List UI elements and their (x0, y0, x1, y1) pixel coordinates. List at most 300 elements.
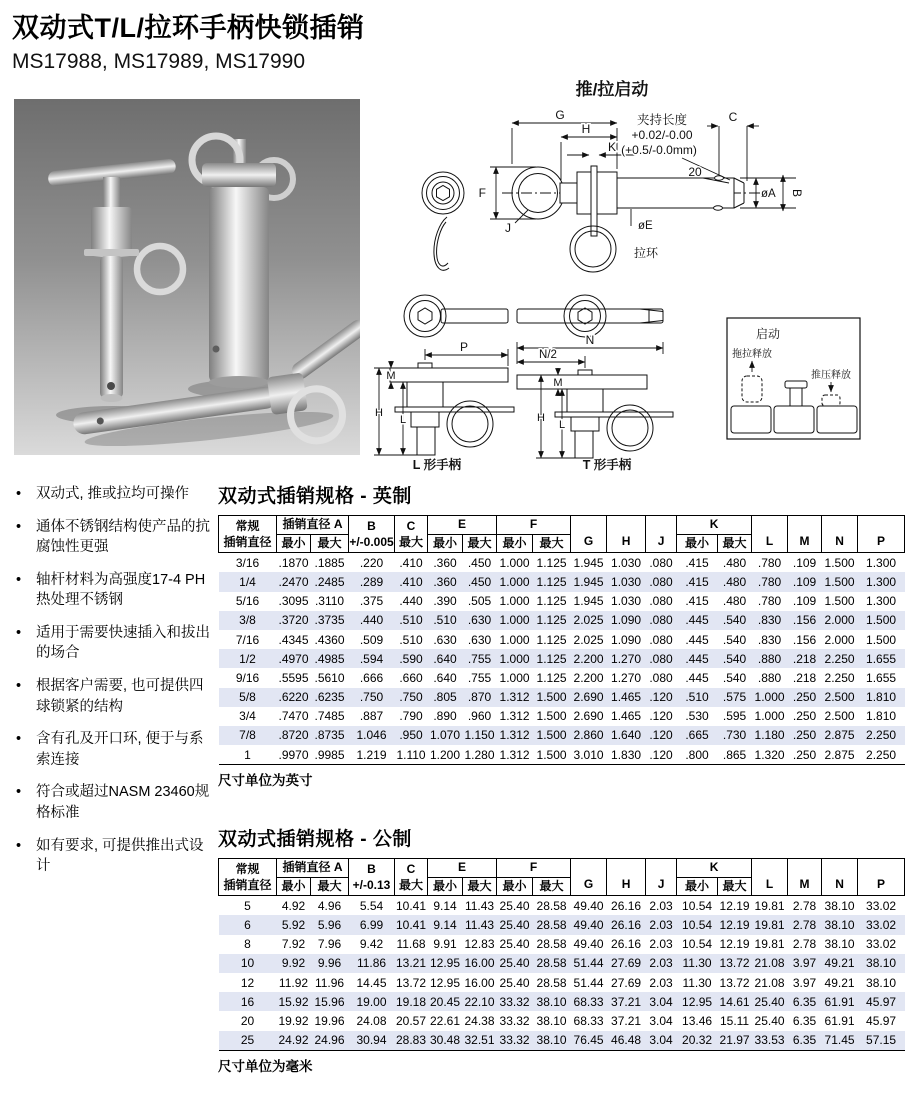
table-cell: 2.875 (824, 728, 855, 743)
table-cell: 20 (240, 1013, 255, 1028)
table-cell: 5 (244, 898, 251, 913)
table-cell: 1 (219, 745, 277, 765)
table-cell: 1.655 (866, 651, 897, 666)
table-cell: 24.38 (464, 1013, 495, 1028)
table-cell: 1.500 (866, 632, 897, 647)
table-cell: 1.000 (754, 709, 785, 724)
table-cell: 49.40 (573, 917, 604, 932)
table-cell: .510 (399, 632, 423, 647)
table-row (219, 611, 905, 630)
table-cell: .360 (433, 574, 457, 589)
table-cell: 1.500 (824, 594, 855, 609)
dim-label-b: B (790, 188, 804, 198)
diagram-canvas (362, 76, 917, 476)
table-cell: 25 (219, 1031, 277, 1051)
table-cell: 2.200 (573, 651, 604, 666)
table-cell: 1.312 (499, 690, 530, 705)
column-header: B +/-0.13 (349, 859, 395, 896)
table-cell: 8 (244, 937, 251, 952)
table-cell: 12.19 (719, 937, 750, 952)
table-cell: .660 (399, 670, 423, 685)
table-cell: 1.219 (349, 745, 395, 765)
column-header: P (858, 516, 905, 553)
feature-text: 含有孔及开口环, 便于与系索连接 (36, 731, 204, 768)
feature-item (14, 517, 216, 558)
bullet-glyph: • (16, 518, 22, 535)
table-cell: 2.200 (573, 670, 604, 685)
table-cell: .5595 (278, 670, 309, 685)
dim-label-h: H (581, 122, 591, 136)
table-cell: 3.010 (571, 745, 607, 765)
table-cell: 38.10 (536, 1013, 567, 1028)
table-cell: 1.945 (573, 574, 604, 589)
table-cell: .595 (722, 709, 747, 724)
table-row (219, 630, 905, 649)
table-cell: 1.090 (611, 632, 642, 647)
table-cell: 45.97 (866, 994, 897, 1009)
table-cell: .6220 (278, 690, 309, 705)
table-cell: 20.45 (430, 994, 461, 1009)
feature-text: 通体不锈钢结构使产品的抗腐蚀性更强 (36, 518, 210, 556)
table-cell: 1.000 (499, 651, 530, 666)
table-cell: 9.92 (281, 956, 306, 971)
table-cell: 9.14 (433, 917, 457, 932)
table-cell: 1.312 (499, 709, 530, 724)
table-cell: .289 (359, 574, 384, 589)
table-cell: 11.30 (682, 956, 712, 971)
table-cell: 14.45 (356, 975, 387, 990)
table-cell: .630 (467, 632, 492, 647)
table-cell: 6.99 (359, 917, 384, 932)
feature-item (14, 676, 216, 717)
column-header: K (677, 859, 752, 878)
t-dim-label-m: M (553, 377, 563, 389)
feature-list (14, 484, 216, 889)
table-cell: .510 (433, 613, 457, 628)
column-header: P (858, 859, 905, 896)
table-cell: .780 (757, 594, 782, 609)
table-cell: 9/16 (235, 670, 260, 685)
table-cell: .120 (646, 745, 677, 765)
diagram-title: 推/拉启动 (575, 80, 649, 99)
table-cell: .109 (792, 574, 817, 589)
table-cell: 11.86 (356, 956, 387, 971)
table-cell: .3735 (314, 613, 345, 628)
table-cell: 49.40 (573, 937, 604, 952)
table-cell: 1/4 (239, 574, 256, 589)
table-cell: 1.810 (866, 709, 897, 724)
column-header: 最小 (428, 534, 463, 553)
table-cell: 2.03 (649, 937, 673, 952)
table-cell: 1.000 (499, 670, 530, 685)
front-view (422, 172, 464, 270)
table-cell: .510 (685, 690, 709, 705)
table-cell: 37.21 (611, 994, 642, 1009)
column-header: C 最大 (395, 516, 428, 553)
table-cell: .755 (467, 651, 492, 666)
column-header: H (607, 859, 646, 896)
table-cell: 16.00 (464, 975, 495, 990)
table-cell: 49.21 (824, 956, 855, 971)
table-row (219, 915, 905, 934)
table-cell: 2.500 (824, 709, 855, 724)
table-cell: 10.54 (682, 937, 713, 952)
table-cell: 1.125 (536, 555, 567, 570)
table-cell: 13.21 (396, 956, 427, 971)
imperial-footnote: 尺寸单位为英寸 (218, 773, 313, 789)
table-cell: .080 (649, 632, 673, 647)
table-cell: 25.40 (499, 975, 530, 990)
table-row (219, 745, 905, 765)
metric-table-title: 双动式插销规格 - 公制 (218, 829, 412, 850)
table-cell: 9.42 (359, 937, 384, 952)
bullet-glyph: • (16, 624, 22, 641)
table-cell: 1.465 (611, 690, 642, 705)
table-cell: 2.78 (792, 898, 817, 913)
table-cell: 12.19 (719, 917, 750, 932)
table-cell: 30.48 (428, 1031, 463, 1051)
table-cell: .4985 (314, 651, 345, 666)
pull-ring-label: 拉环 (634, 246, 659, 260)
column-header: G (571, 516, 607, 553)
table-cell: .250 (788, 745, 822, 765)
feature-text: 符合或超过NASM 23460规格标准 (36, 784, 210, 821)
table-row (219, 973, 905, 992)
table-cell: 5.54 (359, 898, 384, 913)
dim-label-n-half: N/2 (539, 349, 557, 361)
table-cell: 12.95 (682, 994, 713, 1009)
activation-push-label: 推压释放 (811, 370, 851, 381)
table-cell: .870 (467, 690, 492, 705)
table-row (219, 553, 905, 573)
table-cell: 1.125 (536, 670, 567, 685)
table-cell: 1.200 (428, 745, 463, 765)
table-row (219, 572, 905, 591)
table-cell: .080 (649, 574, 673, 589)
table-cell: 15.92 (278, 994, 309, 1009)
table-cell: .590 (399, 651, 423, 666)
column-header: 最小 (497, 534, 533, 553)
table-cell: .375 (359, 594, 384, 609)
column-header: E (428, 859, 497, 878)
table-cell: 38.10 (536, 994, 567, 1009)
table-cell: 2.250 (824, 670, 855, 685)
table-cell: 14.61 (719, 994, 750, 1009)
table-row (219, 935, 905, 954)
feature-item (14, 782, 216, 823)
table-cell: .218 (792, 670, 817, 685)
table-cell: 1.640 (611, 728, 642, 743)
table-cell: 1.500 (866, 613, 897, 628)
dim-label-n: N (585, 333, 595, 347)
table-row (219, 668, 905, 687)
title-block (12, 6, 365, 74)
metric-footnote: 尺寸单位为毫米 (218, 1058, 313, 1074)
table-cell: 49.21 (824, 975, 855, 990)
table-row (219, 1031, 905, 1051)
dim-label-f: F (478, 186, 486, 200)
table-cell: .805 (433, 690, 457, 705)
table-cell: 33.02 (866, 917, 897, 932)
feature-item (14, 729, 216, 770)
table-cell: 3/4 (239, 709, 256, 724)
table-cell: 4.96 (317, 898, 342, 913)
metric-spec-table (218, 858, 905, 1051)
table-cell: 1.125 (536, 632, 567, 647)
table-cell: .450 (467, 574, 492, 589)
page-subtitle: MS17988, MS17989, MS17990 (12, 50, 306, 73)
table-cell: 38.10 (824, 898, 855, 913)
table-cell: 1.300 (866, 574, 897, 589)
table-cell: 6.35 (792, 994, 817, 1009)
table-cell: 1.655 (866, 670, 897, 685)
table-cell: 1.320 (752, 745, 788, 765)
imperial-spec-section (218, 481, 905, 789)
table-cell: 2.025 (573, 613, 604, 628)
table-cell: 2.03 (649, 898, 673, 913)
table-cell: 19.81 (754, 917, 785, 932)
feature-text: 双动式, 推或拉均可操作 (36, 486, 190, 502)
page-title: 双动式T/L/拉环手柄快锁插销 (12, 13, 365, 43)
table-cell: .360 (433, 555, 457, 570)
table-cell: 24.08 (356, 1013, 387, 1028)
table-cell: .415 (685, 574, 709, 589)
table-cell: .480 (722, 555, 747, 570)
table-cell: .1885 (314, 555, 345, 570)
table-cell: 5.92 (281, 917, 306, 932)
table-cell: .865 (718, 745, 752, 765)
table-cell: 10.41 (396, 898, 427, 913)
table-cell: 51.44 (573, 956, 604, 971)
table-cell: .790 (399, 709, 423, 724)
table-cell: 1.180 (754, 728, 785, 743)
table-row (219, 726, 905, 745)
table-cell: 2.000 (824, 632, 855, 647)
table-cell: 12.19 (719, 898, 750, 913)
table-cell: 1.000 (499, 574, 530, 589)
table-cell: 28.58 (536, 937, 567, 952)
table-cell: 1.046 (356, 728, 387, 743)
table-cell: 1/2 (239, 651, 256, 666)
table-cell: 1.312 (499, 728, 530, 743)
table-cell: .445 (685, 670, 709, 685)
table-cell: 19.81 (754, 898, 785, 913)
l-dim-label-m: M (386, 370, 396, 382)
table-cell: 3.97 (792, 975, 817, 990)
table-cell: .1870 (278, 555, 309, 570)
table-cell: 28.58 (536, 898, 567, 913)
table-cell: 11.68 (396, 937, 426, 952)
table-cell: 1.500 (533, 745, 571, 765)
table-cell: .080 (649, 670, 673, 685)
table-cell: 13.72 (719, 975, 750, 990)
product-photo (14, 99, 360, 455)
table-cell: 32.51 (463, 1031, 497, 1051)
table-cell: 1.070 (430, 728, 461, 743)
table-cell: .109 (792, 555, 817, 570)
table-cell: .594 (359, 651, 384, 666)
angle-20-label: 20 (688, 165, 702, 179)
table-row (219, 592, 905, 611)
table-cell: 10.54 (682, 898, 713, 913)
table-cell: .575 (722, 690, 747, 705)
table-cell: .109 (792, 594, 817, 609)
table-cell: 68.33 (573, 1013, 604, 1028)
table-cell: 1.030 (611, 594, 642, 609)
table-cell: 5/16 (235, 594, 260, 609)
dim-label-dia-e: øE (638, 220, 653, 232)
table-cell: 2.250 (824, 651, 855, 666)
table-cell: .509 (359, 632, 384, 647)
table-cell: 57.15 (858, 1031, 905, 1051)
table-cell: 26.16 (611, 898, 642, 913)
table-cell: 2.690 (573, 709, 604, 724)
table-cell: 20.57 (396, 1013, 427, 1028)
column-header: F (497, 859, 571, 878)
table-cell: 1.110 (395, 745, 428, 765)
column-header: N (822, 516, 858, 553)
table-cell: 71.45 (822, 1031, 858, 1051)
table-cell: .440 (399, 594, 423, 609)
bullet-glyph: • (16, 731, 22, 748)
table-cell: 7.92 (281, 937, 306, 952)
table-cell: 1.000 (754, 690, 785, 705)
table-cell: 21.08 (754, 956, 785, 971)
t-dim-label-h: H (537, 412, 545, 424)
table-cell: 1.500 (536, 709, 567, 724)
table-cell: .505 (467, 594, 492, 609)
table-cell: 6 (244, 917, 251, 932)
table-cell: .250 (792, 690, 817, 705)
table-cell: 11.92 (278, 975, 309, 990)
table-cell: 33.32 (499, 994, 530, 1009)
table-cell: 21.97 (718, 1031, 752, 1051)
table-cell: .666 (359, 670, 384, 685)
table-cell: .4970 (278, 651, 309, 666)
table-cell: 25.40 (499, 956, 530, 971)
table-cell: 1.030 (611, 574, 642, 589)
table-cell: 33.02 (866, 937, 897, 952)
table-cell: 28.83 (395, 1031, 428, 1051)
dim-label-g: G (555, 108, 565, 122)
imperial-spec-table (218, 515, 905, 765)
table-cell: 25.40 (499, 937, 530, 952)
table-cell: 22.10 (464, 994, 495, 1009)
table-cell: 22.61 (430, 1013, 461, 1028)
table-cell: 2.250 (866, 728, 897, 743)
table-cell: .218 (792, 651, 817, 666)
table-cell: .156 (792, 632, 817, 647)
table-cell: 2.025 (573, 632, 604, 647)
table-cell: .9970 (277, 745, 311, 765)
table-cell: 24.96 (311, 1031, 349, 1051)
table-cell: 15.96 (314, 994, 345, 1009)
table-cell: .630 (467, 613, 492, 628)
table-cell: 9.14 (433, 898, 457, 913)
table-cell: 1.500 (824, 574, 855, 589)
table-cell: 1.270 (611, 670, 642, 685)
table-cell: .220 (359, 555, 384, 570)
table-cell: .250 (792, 728, 817, 743)
table-cell: .445 (685, 613, 709, 628)
dim-label-k: K (607, 140, 617, 154)
column-header: 最大 (311, 534, 349, 553)
table-cell: .890 (433, 709, 457, 724)
table-cell: .510 (399, 613, 423, 628)
table-cell: .880 (757, 651, 782, 666)
table-cell: 2.250 (858, 745, 905, 765)
table-cell: .750 (359, 690, 384, 705)
table-cell: 7.96 (317, 937, 342, 952)
table-cell: .800 (677, 745, 718, 765)
column-header: F (497, 516, 571, 535)
column-header: 最小 (428, 877, 463, 896)
column-header: 最大 (463, 877, 497, 896)
column-header: 最大 (463, 534, 497, 553)
activation-pull-label: 拖拉释放 (732, 349, 772, 360)
table-cell: .540 (722, 651, 747, 666)
table-cell: 1.090 (611, 613, 642, 628)
table-cell: 1.280 (463, 745, 497, 765)
table-cell: 20.32 (677, 1031, 718, 1051)
table-cell: .780 (757, 555, 782, 570)
column-header: N (822, 859, 858, 896)
table-row (219, 896, 905, 916)
table-cell: 68.33 (573, 994, 604, 1009)
table-cell: 7/16 (235, 632, 260, 647)
t-handle-views (517, 295, 673, 458)
table-cell: .5610 (314, 670, 345, 685)
column-header: 常规 插销直径 (219, 516, 277, 553)
column-header: 插销直径 A (277, 516, 349, 535)
table-cell: 61.91 (824, 994, 855, 1009)
table-cell: 10 (240, 956, 255, 971)
column-header: M (788, 859, 822, 896)
table-cell: .755 (467, 670, 492, 685)
bullet-glyph: • (16, 678, 22, 695)
table-cell: 1.500 (824, 555, 855, 570)
table-cell: .156 (792, 613, 817, 628)
table-cell: 30.94 (349, 1031, 395, 1051)
table-cell: 2.500 (824, 690, 855, 705)
feature-item (14, 623, 216, 664)
table-cell: 1.500 (536, 728, 567, 743)
clamp-length-label: 夹持长度 (636, 113, 688, 127)
table-cell: 3.04 (649, 1013, 673, 1028)
column-header: 最小 (677, 877, 718, 896)
table-cell: 1.125 (536, 651, 567, 666)
table-cell: 51.44 (573, 975, 604, 990)
table-cell: 16 (240, 994, 255, 1009)
table-cell: 1.465 (611, 709, 642, 724)
table-cell: 6.35 (788, 1031, 822, 1051)
table-cell: .3720 (278, 613, 309, 628)
table-cell: .887 (359, 709, 384, 724)
table-cell: 19.00 (356, 994, 387, 1009)
table-cell: 1.830 (607, 745, 646, 765)
table-cell: 37.21 (611, 1013, 642, 1028)
table-cell: 2.78 (792, 917, 817, 932)
table-cell: .415 (685, 594, 709, 609)
column-header: J (646, 516, 677, 553)
table-cell: 38.10 (866, 956, 897, 971)
dim-label-p: P (459, 340, 469, 354)
table-cell: 1.150 (464, 728, 495, 743)
metric-spec-section (218, 824, 905, 1075)
table-cell: 19.96 (314, 1013, 345, 1028)
column-header: C 最大 (395, 859, 428, 896)
table-cell: 3/8 (239, 613, 256, 628)
